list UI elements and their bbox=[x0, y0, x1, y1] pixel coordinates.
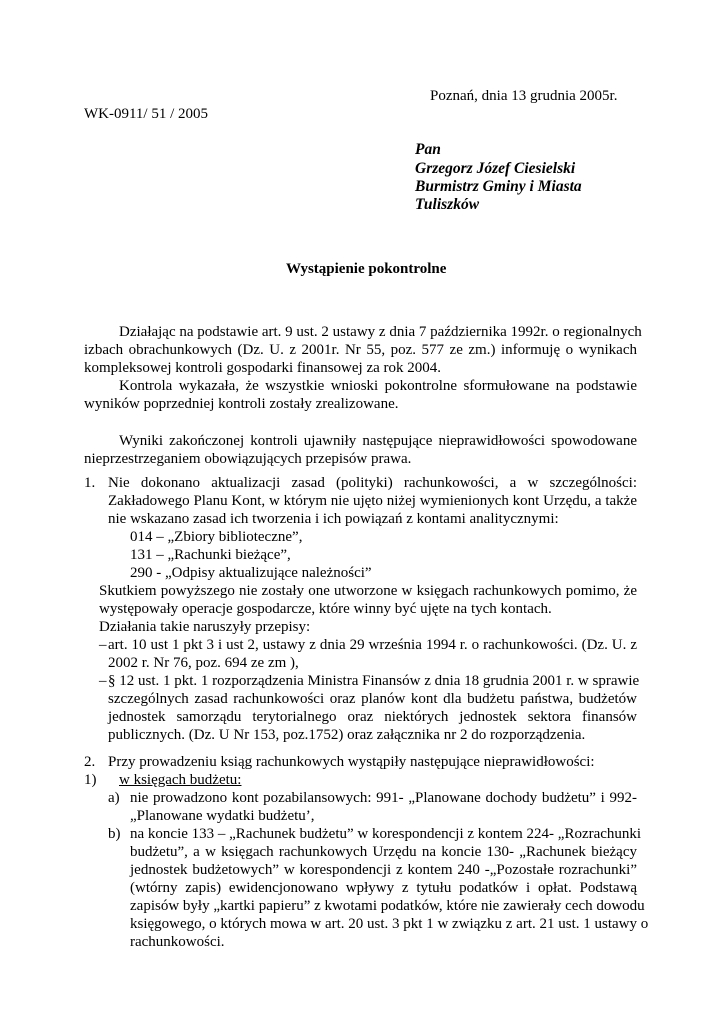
point-line: zapisów były „kartki papieru” z kwotami podatków, które nie zawierały cech dowodu bbox=[130, 898, 645, 914]
subitem-label: w księgach budżetu: bbox=[119, 772, 242, 788]
paragraph-line: Wyniki zakończonej kontroli ujawniły następujące nieprawidłowości spowodowane bbox=[119, 433, 637, 449]
addressee-line: Pan bbox=[415, 141, 441, 158]
violation-line: art. 10 ust 1 pkt 3 i ust 2, ustawy z dnia 29 września 1994 r. o rachunkowości. (Dz. U. z bbox=[108, 637, 637, 653]
point-letter: b) bbox=[108, 826, 121, 842]
violation-line: szczególnych zasad rachunkowości oraz planów kont dla budżetu państwa, budżetów bbox=[108, 691, 637, 707]
item-line: nie wskazano zasad ich tworzenia i ich powiązań z kontami analitycznymi: bbox=[108, 511, 559, 527]
point-line: jednostek budżetowych” w korespondencji z kontem 240 -„Pozostałe rozrachunki” bbox=[130, 862, 637, 878]
addressee-line: Burmistrz Gminy i Miasta bbox=[415, 178, 582, 195]
violation-line: jednostek samorządu terytorialnego oraz niektórych jednostek sektora finansów bbox=[108, 709, 637, 725]
point-line: (wtórny zapis) ewidencjonowano wpływy z tytułu podatków i opłat. Podstawą bbox=[130, 880, 637, 896]
item-line: występowały operacje gospodarcze, które winny być ujęte na tych kontach. bbox=[99, 601, 552, 617]
point-line: księgowego, o których mowa w art. 20 ust. 3 pkt 1 w związku z art. 21 ust. 1 ustawy o bbox=[130, 916, 649, 932]
point-line: „Planowane wydatki budżetu’, bbox=[130, 808, 315, 824]
account-entry: 014 – „Zbiory biblioteczne”, bbox=[130, 529, 303, 545]
paragraph-line: kompleksowej kontroli gospodarki finansowej za rok 2004. bbox=[84, 360, 442, 376]
item-line: Nie dokonano aktualizacji zasad (polityki) rachunkowości, a w szczególności: bbox=[108, 475, 637, 491]
point-letter: a) bbox=[108, 790, 120, 806]
paragraph-line: wyników poprzedniej kontroli zostały zrealizowane. bbox=[84, 396, 399, 412]
paragraph-line: nieprzestrzeganiem obowiązujących przepisów prawa. bbox=[84, 451, 412, 467]
point-line: nie prowadzono kont pozabilansowych: 991- „Planowane dochody budżetu” i 992- bbox=[130, 790, 637, 806]
paragraph-line: Kontrola wykazała, że wszystkie wnioski pokontrolne sformułowane na podstawie bbox=[119, 378, 637, 394]
place-date: Poznań, dnia 13 grudnia 2005r. bbox=[430, 88, 618, 104]
item-line: Skutkiem powyższego nie zostały one utworzone w księgach rachunkowych pomimo, że bbox=[99, 583, 637, 599]
point-line: na koncie 133 – „Rachunek budżetu” w korespondencji z kontem 224- „Rozrachunki bbox=[130, 826, 642, 842]
item-line: Przy prowadzeniu ksiąg rachunkowych wystąpiły następujące nieprawidłowości: bbox=[108, 754, 595, 770]
dash-bullet: – bbox=[99, 637, 107, 653]
violation-line: § 12 ust. 1 pkt. 1 rozporządzenia Ministra Finansów z dnia 18 grudnia 2001 r. w sprawie bbox=[108, 673, 640, 689]
paragraph-line: izbach obrachunkowych (Dz. U. z 2001r. Nr 55, poz. 577 ze zm.) informuję o wynikach bbox=[84, 342, 637, 358]
item-number: 1. bbox=[84, 475, 96, 491]
subitem-number: 1) bbox=[84, 772, 97, 788]
violation-line: 2002 r. Nr 76, poz. 694 ze zm ), bbox=[108, 655, 299, 671]
account-entry: 290 - „Odpisy aktualizujące należności” bbox=[130, 565, 372, 581]
paragraph-line: Działając na podstawie art. 9 ust. 2 ustawy z dnia 7 października 1992r. o regionalnych bbox=[119, 324, 642, 340]
addressee-line: Tuliszków bbox=[415, 196, 480, 213]
reference-number: WK-0911/ 51 / 2005 bbox=[84, 106, 209, 122]
item-number: 2. bbox=[84, 754, 96, 770]
violation-line: publicznych. (Dz. U Nr 153, poz.1752) oraz załącznika nr 2 do rozporządzenia. bbox=[108, 727, 586, 743]
item-line: Zakładowego Planu Kont, w którym nie ujęto niżej wymienionych kont Urzędu, a także bbox=[108, 493, 637, 509]
point-line: rachunkowości. bbox=[130, 934, 225, 950]
addressee-line: Grzegorz Józef Ciesielski bbox=[415, 160, 576, 177]
document-title: Wystąpienie pokontrolne bbox=[286, 261, 447, 277]
point-line: budżetu”, a w księgach rachunkowych Urzędu na koncie 130- „Rachunek bieżący bbox=[130, 844, 637, 860]
violations-label: Działania takie naruszyły przepisy: bbox=[99, 619, 311, 635]
account-entry: 131 – „Rachunki bieżące”, bbox=[130, 547, 291, 563]
dash-bullet: – bbox=[99, 673, 107, 689]
